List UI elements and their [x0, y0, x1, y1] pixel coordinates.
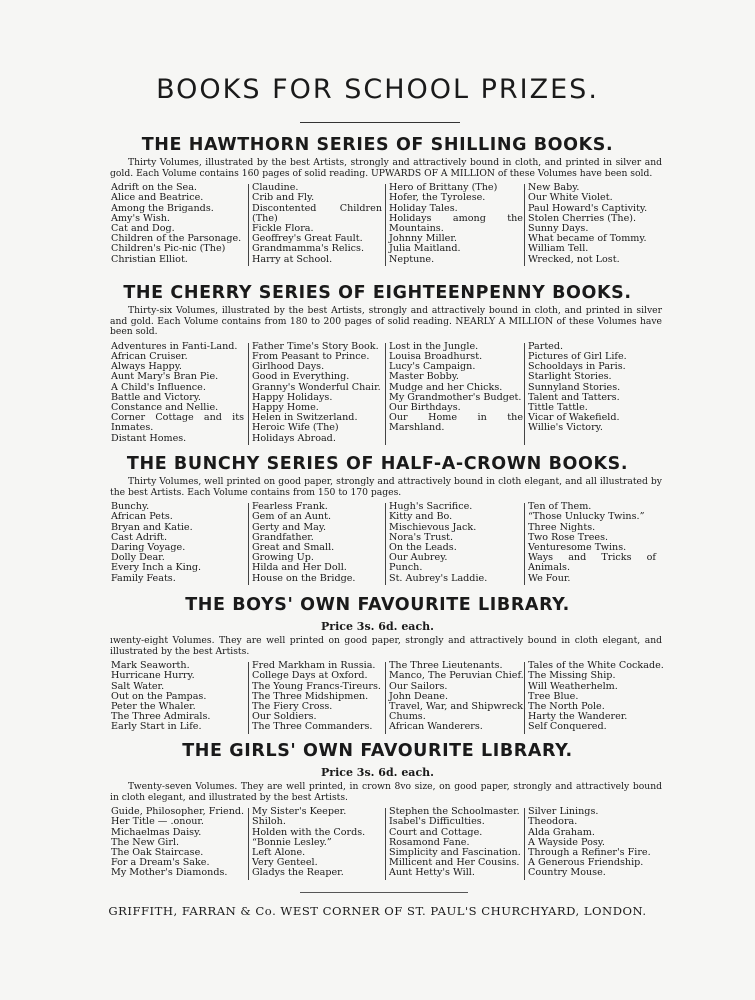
book-title: Girlhood Days.	[252, 361, 325, 373]
book-title: Lost in the Jungle.	[389, 340, 479, 352]
book-title: Our Soldiers.	[252, 711, 317, 723]
book-title: Harty the Wanderer.	[528, 711, 628, 723]
title-rule	[300, 122, 460, 123]
title-column	[389, 660, 527, 733]
title-column	[111, 183, 244, 265]
book-title: Amy's Wish.	[111, 212, 170, 224]
book-title: Grandfather.	[252, 531, 314, 543]
book-title: Ways and Tricks of Animals.	[528, 552, 656, 574]
book-title: Self Conquered.	[528, 721, 607, 733]
book-title: Shiloh.	[252, 816, 286, 828]
column-divider	[385, 503, 386, 585]
book-title: Adrift on the Sea.	[111, 182, 197, 194]
book-title: Sunnyland Stories.	[528, 381, 621, 393]
book-title: Simplicity and Fascination.	[389, 847, 521, 858]
book-title: Schooldays in Paris.	[528, 361, 626, 373]
title-column	[252, 661, 382, 732]
title-column	[252, 502, 382, 584]
book-title: The New Girl.	[111, 836, 180, 848]
book-title: Bunchy.	[111, 501, 150, 513]
title-column	[252, 807, 382, 878]
book-title: Mark Seaworth.	[111, 660, 190, 672]
book-title: Helen in Switzerland.	[252, 412, 358, 424]
series-heading: THE GIRLS' OWN FAVOURITE LIBRARY.	[182, 741, 573, 761]
series-heading: THE BOYS' OWN FAVOURITE LIBRARY.	[185, 595, 570, 615]
title-column	[389, 342, 523, 434]
book-title: My Sister's Keeper.	[252, 806, 347, 818]
book-title: St. Aubrey's Laddie.	[389, 572, 488, 584]
book-title: My Mother's Diamonds.	[111, 867, 228, 879]
book-title: Good in Everything.	[252, 371, 350, 383]
series-heading: THE CHERRY SERIES OF EIGHTEENPENNY BOOKS.	[123, 283, 632, 303]
column-divider	[524, 503, 525, 585]
book-title: Granny's Wonderful Chair.	[252, 381, 381, 393]
column-divider	[524, 343, 525, 445]
title-column	[389, 807, 523, 878]
book-title: Our Home in the Marshland.	[389, 412, 523, 434]
book-title: Through a Refiner's Fire.	[528, 847, 651, 858]
book-title: Tittle Tattle.	[528, 402, 588, 413]
series-description: Thirty-six Volumes, illustrated by the best Artists, strongly and attractively bound in cloth, and printed in silver and gold. Each Volume contains from 180 to 200 pages of solid reading. NEARLY A MILLION of these Volumes have been sold.	[110, 305, 662, 338]
title-column	[111, 807, 244, 878]
book-title: Our Sailors.	[389, 680, 448, 692]
book-title: African Cruiser.	[111, 350, 188, 362]
book-title: The Three Commanders.	[252, 721, 373, 733]
title-column	[528, 807, 658, 878]
book-title: Theodora.	[528, 816, 578, 828]
book-title: William Tell.	[528, 243, 589, 255]
book-title: John Deane.	[389, 690, 449, 702]
book-title: The Three Admirals.	[111, 711, 211, 723]
book-title: Left Alone.	[252, 847, 306, 858]
column-divider	[248, 343, 249, 445]
book-title: The North Pole.	[528, 701, 605, 712]
footer-rule	[300, 892, 468, 893]
series-section	[0, 594, 755, 735]
book-title: For a Dream's Sake.	[111, 857, 210, 869]
book-title: Cast Adrift.	[111, 531, 168, 543]
book-title: Sunny Days.	[528, 223, 589, 234]
title-column	[528, 660, 664, 733]
title-column	[252, 342, 382, 444]
book-title: Constance and Nellie.	[111, 402, 219, 413]
book-title: Adventures in Fanti-Land.	[111, 340, 238, 352]
book-title: Crib and Fly.	[252, 192, 315, 204]
book-title: Aunt Mary's Bran Pie.	[111, 371, 219, 383]
column-divider	[524, 662, 525, 734]
book-title: Our White Violet.	[528, 192, 613, 204]
title-column	[111, 342, 244, 444]
book-title: Claudine.	[252, 182, 299, 194]
title-column	[528, 502, 656, 584]
title-columns	[0, 661, 755, 735]
book-title: Two Rose Trees.	[528, 531, 609, 543]
book-title: Venturesome Twins.	[528, 542, 627, 553]
book-title: Bryan and Katie.	[111, 521, 193, 533]
book-title: Grandmamma's Relics.	[252, 243, 365, 255]
title-column	[389, 183, 523, 265]
book-title: The Fiery Cross.	[252, 701, 333, 712]
book-title: Great and Small.	[252, 542, 335, 553]
book-title: Happy Holidays.	[252, 391, 333, 403]
title-columns	[0, 183, 755, 267]
book-title: Guide, Philosopher, Friend.	[111, 806, 245, 818]
book-title: Fearless Frank.	[252, 501, 328, 513]
book-title: Louisa Broadhurst.	[389, 350, 483, 362]
book-title: A Generous Friendship.	[528, 857, 644, 869]
column-divider	[385, 184, 386, 266]
book-title: Will Weatherhelm.	[528, 680, 618, 692]
book-title: Distant Homes.	[111, 432, 187, 444]
book-title: Holiday Tales.	[389, 202, 458, 214]
book-title: On the Leads.	[389, 542, 457, 553]
series-section	[0, 740, 755, 881]
book-title: My Grandmother's Budget.	[389, 391, 522, 403]
publisher-footer: GRIFFITH, FARRAN & Co. WEST CORNER OF ST. PAUL'S CHURCHYARD, LONDON.	[108, 904, 647, 918]
book-title: Pictures of Girl Life.	[528, 350, 627, 362]
book-title: Salt Water.	[111, 680, 165, 692]
book-title: Harry at School.	[252, 253, 333, 265]
title-column	[252, 183, 382, 265]
book-title: Holidays among the Mountains.	[389, 212, 523, 234]
column-divider	[248, 184, 249, 266]
book-title: Julia Maitland.	[389, 243, 461, 255]
series-description: Twenty-seven Volumes. They are well printed, in crown 8vo size, on good paper, strongly and attractively bound in cloth elegant, and illustrated by the best Artists.	[110, 781, 662, 803]
book-title: Gladys the Reaper.	[252, 867, 344, 879]
book-title: Always Happy.	[111, 361, 182, 373]
series-section	[0, 134, 755, 267]
column-divider	[524, 184, 525, 266]
book-title: New Baby.	[528, 182, 580, 194]
book-title: Early Start in Life.	[111, 721, 202, 733]
book-title: Among the Brigands.	[111, 202, 214, 214]
book-title: Ten of Them.	[528, 501, 592, 513]
book-title: Starlight Stories.	[528, 371, 612, 383]
book-title: Corner Cottage and its Inmates.	[111, 412, 244, 434]
book-title: African Pets.	[111, 511, 173, 523]
book-title: Children's Pic-nic (The)	[111, 243, 226, 255]
book-title: Hilda and Her Doll.	[252, 562, 347, 574]
title-column	[111, 502, 244, 584]
book-title: Cat and Dog.	[111, 223, 175, 234]
book-title: Aunt Hetty's Will.	[389, 867, 475, 879]
book-title: Her Title — .onour.	[111, 816, 204, 828]
book-title: Master Bobby.	[389, 371, 459, 383]
series-price: Price 3s. 6d. each.	[321, 620, 434, 633]
book-title: Christian Elliot.	[111, 253, 188, 265]
book-title: Very Genteel.	[252, 857, 318, 869]
book-title: Our Birthdays.	[389, 402, 461, 413]
book-title: Family Feats.	[111, 572, 176, 584]
book-title: Gerty and May.	[252, 521, 327, 533]
book-title: Alda Graham.	[528, 826, 595, 838]
book-title: African Wanderers.	[389, 721, 483, 733]
book-title: Wrecked, not Lost.	[528, 253, 620, 265]
book-title: Hero of Brittany (The)	[389, 182, 498, 194]
book-title: Country Mouse.	[528, 867, 606, 879]
column-divider	[385, 808, 386, 880]
book-title: Neptune.	[389, 253, 435, 265]
book-title: Lucy's Campaign.	[389, 361, 476, 373]
book-title: Out on the Pampas.	[111, 690, 207, 702]
series-description: ıwenty-eight Volumes. They are well printed on good paper, strongly and attractively bound in cloth elegant, and illustrated by the best Artists.	[110, 635, 662, 657]
book-title: Hugh's Sacrifice.	[389, 501, 473, 513]
title-columns	[0, 342, 755, 446]
book-title: Mudge and her Chicks.	[389, 381, 503, 393]
book-title: Every Inch a King.	[111, 562, 202, 574]
book-title: Gem of an Aunt.	[252, 511, 332, 523]
book-title: Millicent and Her Cousins.	[389, 857, 520, 869]
title-column	[389, 502, 523, 584]
book-title: Travel, War, and Shipwreck.	[389, 701, 527, 712]
book-title: Tales of the White Cockade.	[528, 660, 664, 672]
book-title: Johnny Miller.	[389, 233, 457, 245]
book-title: Hurricane Hurry.	[111, 670, 195, 682]
series-price: Price 3s. 6d. each.	[321, 766, 434, 779]
column-divider	[248, 503, 249, 585]
book-title: Fred Markham in Russia.	[252, 660, 376, 672]
book-title: Court and Cottage.	[389, 826, 483, 838]
book-title: We Four.	[528, 572, 571, 584]
series-description: Thirty Volumes, well printed on good paper, strongly and attractively bound in cloth elegant, and all illustrated by the best Artists. Each Volume contains from 150 to 170 pages.	[110, 476, 662, 498]
book-title: What became of Tommy.	[528, 233, 647, 245]
book-title: Hofer, the Tyrolese.	[389, 192, 486, 204]
book-title: A Child's Influence.	[111, 381, 206, 393]
book-title: From Peasant to Prince.	[252, 350, 370, 362]
book-title: Daring Voyage.	[111, 542, 186, 553]
book-title: Fickle Flora.	[252, 223, 314, 234]
book-title: Stolen Cherries (The).	[528, 212, 637, 224]
book-title: Talent and Tatters.	[528, 391, 620, 403]
book-title: Willie's Victory.	[528, 422, 603, 434]
book-title: House on the Bridge.	[252, 572, 356, 584]
series-heading: THE HAWTHORN SERIES OF SHILLING BOOKS.	[141, 135, 614, 155]
book-title: Discontented Children (The)	[252, 202, 382, 224]
book-title: Punch.	[389, 562, 423, 574]
book-title: Geoffrey's Great Fault.	[252, 233, 363, 245]
book-title: College Days at Oxford.	[252, 670, 368, 682]
book-title: A Wayside Posy.	[528, 836, 605, 848]
book-title: Alice and Beatrice.	[111, 192, 204, 204]
book-title: Peter the Whaler.	[111, 701, 196, 712]
book-title: The Three Lieutenants.	[389, 660, 503, 672]
book-title: Mischievous Jack.	[389, 521, 477, 533]
book-title: The Young Francs-Tireurs.	[252, 680, 381, 692]
title-column	[111, 661, 244, 732]
column-divider	[248, 808, 249, 880]
title-columns	[0, 807, 755, 881]
book-title: Heroic Wife (The)	[252, 422, 339, 434]
book-title: Battle and Victory.	[111, 391, 201, 403]
book-title: Dolly Dear.	[111, 552, 165, 564]
series-section	[0, 453, 755, 586]
column-divider	[524, 808, 525, 880]
book-title: Silver Linings.	[528, 806, 599, 818]
title-columns	[0, 502, 755, 586]
book-title: The Oak Staircase.	[111, 847, 204, 858]
book-title: Our Aubrey.	[389, 552, 448, 564]
book-title: Chums.	[389, 711, 426, 723]
page-title: BOOKS FOR SCHOOL PRIZES.	[156, 74, 599, 105]
book-title: Nora's Trust.	[389, 531, 454, 543]
book-title: Father Time's Story Book.	[252, 340, 379, 352]
column-divider	[248, 662, 249, 734]
book-title: Vicar of Wakefield.	[528, 412, 620, 424]
book-title: “Bonnie Lesley.”	[252, 836, 332, 848]
book-title: Happy Home.	[252, 402, 319, 413]
series-description: Thirty Volumes, illustrated by the best Artists, strongly and attractively bound in cloth, and printed in silver and gold. Each Volume contains 160 pages of solid reading. UPWARDS OF A MILLION of these Volumes have been sold.	[110, 157, 662, 179]
book-title: Isabel's Difficulties.	[389, 816, 485, 828]
book-title: Manco, The Peruvian Chief.	[389, 670, 524, 682]
book-title: Growing Up.	[252, 552, 314, 564]
book-title: The Three Midshipmen.	[252, 690, 369, 702]
book-title: Children of the Parsonage.	[111, 233, 242, 245]
book-title: Kitty and Bo.	[389, 511, 453, 523]
title-column	[528, 342, 656, 434]
column-divider	[385, 662, 386, 734]
book-title: Parted.	[528, 340, 564, 352]
book-title: Michaelmas Daisy.	[111, 826, 202, 838]
book-title: Paul Howard's Captivity.	[528, 202, 648, 214]
book-title: Holidays Abroad.	[252, 432, 336, 444]
book-title: The Missing Ship.	[528, 670, 616, 682]
book-title: Three Nights.	[528, 521, 596, 533]
book-title: Holden with the Cords.	[252, 826, 366, 838]
title-column	[528, 183, 656, 265]
series-section	[0, 282, 755, 446]
book-title: Tree Blue.	[528, 690, 579, 702]
series-heading: THE BUNCHY SERIES OF HALF-A-CROWN BOOKS.	[126, 454, 629, 474]
book-title: “Those Unlucky Twins.”	[528, 511, 645, 523]
book-title: Rosamond Fane.	[389, 836, 470, 848]
book-title: Stephen the Schoolmaster.	[389, 806, 520, 818]
column-divider	[385, 343, 386, 445]
